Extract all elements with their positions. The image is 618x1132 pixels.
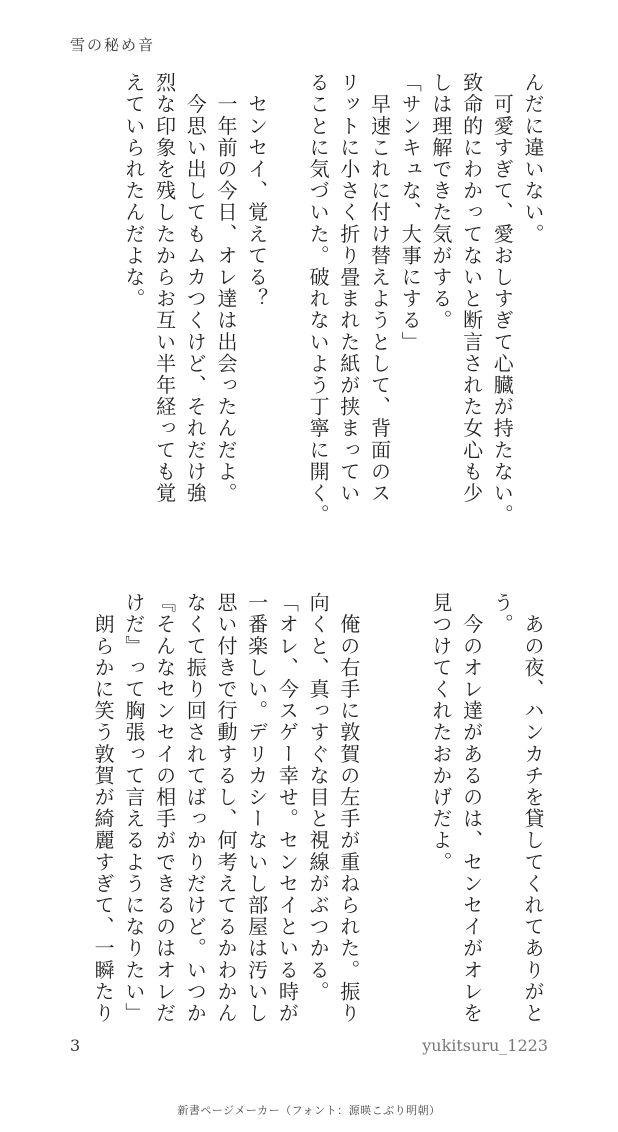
blank-line [364,592,395,1022]
text-line: 早速これに付け替えようとして、背面のス [367,72,392,504]
text-line: センセイ、覚えてる？ [244,72,269,310]
blank-line [394,592,425,1022]
text-line: 一年前の今日、オレ達は出会ったんだよ。 [213,72,238,504]
text-line: 烈な印象を残したからお互い半年経っても覚 [152,72,177,504]
page-number: 3 [70,1036,81,1055]
page-title: 雪の秘め音 [70,36,156,54]
text-line: 一番楽しい。デリカシーないし部屋は汚いし [244,592,269,1024]
text-line: 向くと、真っすぐな目と視線がぶつかる。 [306,592,331,1003]
text-block-top [118,72,548,542]
blank-line [272,72,303,542]
footer-credit: 新書ページメーカー（フォント：源暎こぶり明朝） [177,1104,441,1117]
author-handle: yukitsuru_1223 [422,1036,548,1055]
text-line: 今思い出してもムカつくけど、それだけ強 [183,72,208,504]
text-line: けだ』って胸張って言えるようになりたい」 [121,592,146,1024]
text-line: なくて振り回されてばっかりだけど。いつか [183,592,208,1024]
text-line: う。 [490,592,515,636]
text-line: あの夜、ハンカチを貸してくれてありがと [521,592,545,1024]
text-line: 『そんなセンセイの相手ができるのはオレだ [152,592,177,1024]
text-line: 俺の右手に敦賀の左手が重ねられた。振り [336,592,361,1024]
text-line: えていられたんだよな。 [121,72,146,310]
text-line: 見つけてくれたおかげだよ。 [428,592,453,873]
text-line: 今のオレ達があるのは、センセイがオレを [459,592,484,1024]
text-line: 朗らかに笑う敦賀が綺麗すぎて、一瞬たり [91,592,116,1024]
text-line: 致命的にわかってないと断言された女心も少 [459,72,484,504]
text-line: んだに違いない。 [521,72,545,245]
text-line: 「オレ、今スゲー幸せ。センセイといる時が [275,592,300,1024]
text-line: しは理解できた気がする。 [428,72,453,332]
text-line: 思い付きで行動するし、何考えてるかわかん [213,592,238,1024]
text-line: ることに気づいた。破れないよう丁寧に開く。 [306,72,331,526]
text-line: リットに小さく折り畳まれた紙が挟まってい [336,72,361,504]
text-line: 可愛すぎて、愛おしすぎて心臓が持たない。 [490,72,515,526]
text-block-bottom [87,592,548,1022]
text-line: 「サンキュな、大事にする」 [398,72,423,353]
